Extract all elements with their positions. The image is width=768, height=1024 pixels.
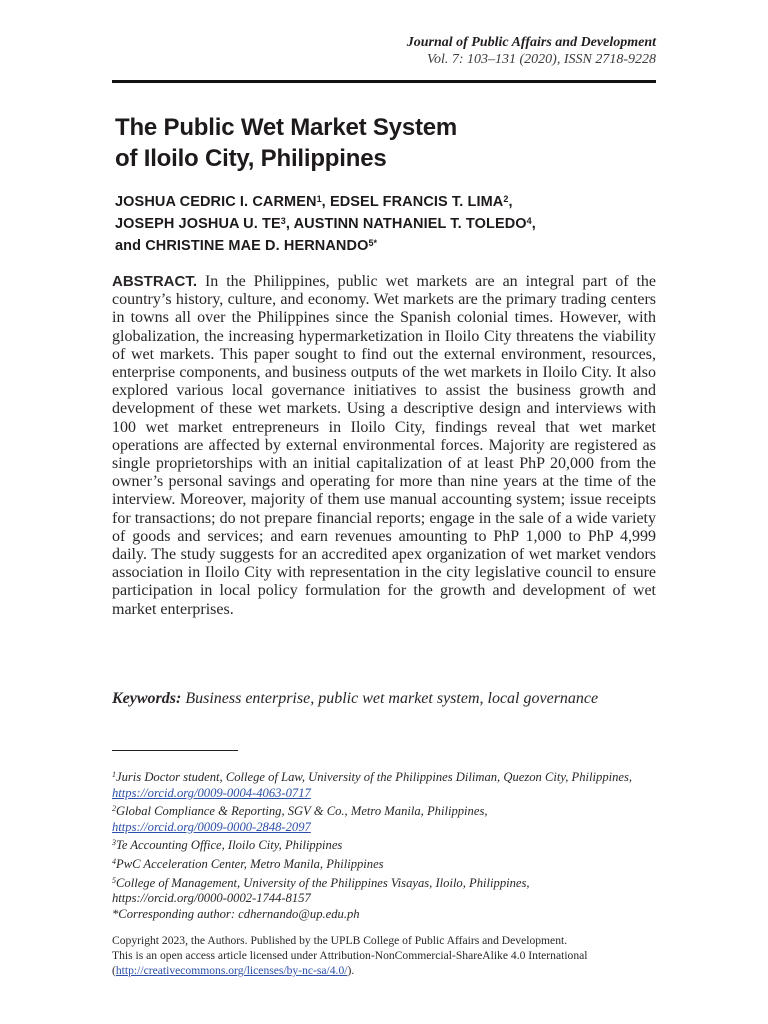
corresponding-author: *Corresponding author: cdhernando@up.edu.ph xyxy=(112,906,360,921)
footnote-5-text: College of Management, University of the Philippines Visayas, Iloilo, Philippines, xyxy=(116,875,530,890)
header-divider xyxy=(112,80,656,83)
author-5-prefix: and xyxy=(115,238,146,254)
author-list xyxy=(115,190,536,256)
footnote-3-text: Te Accounting Office, Iloilo City, Philippines xyxy=(116,838,343,853)
author-4: AUSTINN NATHANIEL T. TOLEDO xyxy=(293,216,527,232)
license-paren-open: ( xyxy=(112,964,116,978)
journal-name: Journal of Public Affairs and Development xyxy=(406,35,656,50)
abstract xyxy=(112,273,656,619)
author-line-1: JOSHUA CEDRIC I. CARMEN$^1$, EDSEL FRANCIS T. LIMA$^2$, xyxy=(115,194,513,210)
footnote-4-marker: 4 xyxy=(112,856,116,866)
author-line-3 xyxy=(115,234,536,256)
license-paren-close: ). xyxy=(347,964,355,978)
author-5: CHRISTINE MAE D. HERNANDO xyxy=(145,238,369,254)
footnotes xyxy=(112,767,656,922)
copyright-line-3 xyxy=(112,963,656,978)
author-5-affil: 5* xyxy=(368,238,378,248)
footnote-1 xyxy=(112,767,656,801)
footnote-1-marker: 1 xyxy=(112,770,116,779)
abstract-text: In the Philippines, public wet markets are an integral part of the country’s history, culture, and economy. Wet markets are the primary trading centers in towns all over the Philippines since the Spanish colonial times. However, with globalization, the increasing hypermarketization in Iloilo City threatens the viability of wet markets. This paper sought to find out the external environment, resources, enterprise components, and business outputs of the wet markets in Iloilo City. It also explored various local governance initiatives to assist the business growth and development of these wet markets. Using a descriptive design and interviews with 100 wet market entrepreneurs in Iloilo City, findings reveal that wet market operations are affected by external environmental forces. Majority are registered as single proprietorships with an initial capitalization of at least PhP 20,000 from the owner’s personal savings and operating for more than nine years at the time of the interview. Moreover, majority of them use manual accounting system; issue receipts for transactions; do not prepare financial reports; engage in the sale of a wide variety of goods and services; and earn revenues amounting to PhP 1,000 to PhP 4,999 daily. The study suggests for an accredited apex organization of wet market vendors association in Iloilo City with representation in the city legislative council to ensure participation in local policy formulation for the growth and development of wet market enterprises. xyxy=(112,273,657,618)
title-line-2: of Iloilo City, Philippines xyxy=(115,145,387,172)
footnote-4 xyxy=(112,854,656,873)
author-line-2: JOSEPH JOSHUA U. $TE^3$, AUSTINN NATHANIEL T. TOLEDO$^4$, xyxy=(115,216,536,232)
footnote-divider xyxy=(112,750,238,751)
title-line-1: The Public Wet Market System xyxy=(115,114,458,141)
keywords-text: Business enterprise, public wet market system, local governance xyxy=(185,690,599,707)
copyright-line-1: Copyright 2023, the Authors. Published by the UPLB College of Public Affairs and Development. xyxy=(112,934,568,947)
author-1: JOSHUA CEDRIC I. CARMEN xyxy=(115,194,317,210)
footnote-3-marker: 3 xyxy=(112,838,116,848)
footnote-1-text: Juris Doctor student, College of Law, University of the Philippines Diliman, Quezon City, Philippines, xyxy=(116,770,633,784)
author-2-affil: 2 xyxy=(503,194,509,204)
copyright-notice xyxy=(112,933,656,979)
paper-title xyxy=(115,112,457,174)
author-2: EDSEL FRANCIS T. LIMA xyxy=(329,194,504,210)
author-3-affil: 3 xyxy=(280,216,286,226)
journal-volume: Vol. 7: 103–131 (2020), ISSN 2718-9228 xyxy=(426,52,656,67)
footnote-4-text: PwC Acceleration Center, Metro Manila, Philippines xyxy=(116,856,384,871)
journal-header xyxy=(407,34,656,68)
footnote-2-orcid-link[interactable]: https://orcid.org/0009-0000-2848-2097 xyxy=(112,819,311,834)
footnote-2-marker: 2 xyxy=(112,804,116,814)
footnote-5-orcid: https://orcid.org/0000-0002-1744-8157 xyxy=(112,891,311,906)
copyright-line-2: This is an open access article licensed under Attribution-NonCommercial-ShareAlike 4.0 International xyxy=(112,949,588,963)
author-1-affil: 1 xyxy=(316,194,322,204)
footnote-5-marker: 5 xyxy=(112,875,116,885)
footnote-5 xyxy=(112,873,656,907)
footnote-2 xyxy=(112,801,656,835)
keywords xyxy=(112,689,598,709)
abstract-label: ABSTRACT. xyxy=(112,273,197,290)
license-link[interactable]: http://creativecommons.org/licenses/by-nc-sa/4.0/ xyxy=(115,964,348,978)
author-3: JOSEPH JOSHUA U. TE xyxy=(115,216,281,232)
footnote-1-orcid-link[interactable]: https://orcid.org/0009-0004-4063-0717 xyxy=(112,785,311,800)
keywords-label: Keywords: xyxy=(112,690,182,707)
footnote-2-text: Global Compliance & Reporting, SGV & Co., Metro Manila, Philippines, xyxy=(116,804,488,819)
footnote-3 xyxy=(112,835,656,854)
author-4-affil: 4 xyxy=(526,216,532,226)
